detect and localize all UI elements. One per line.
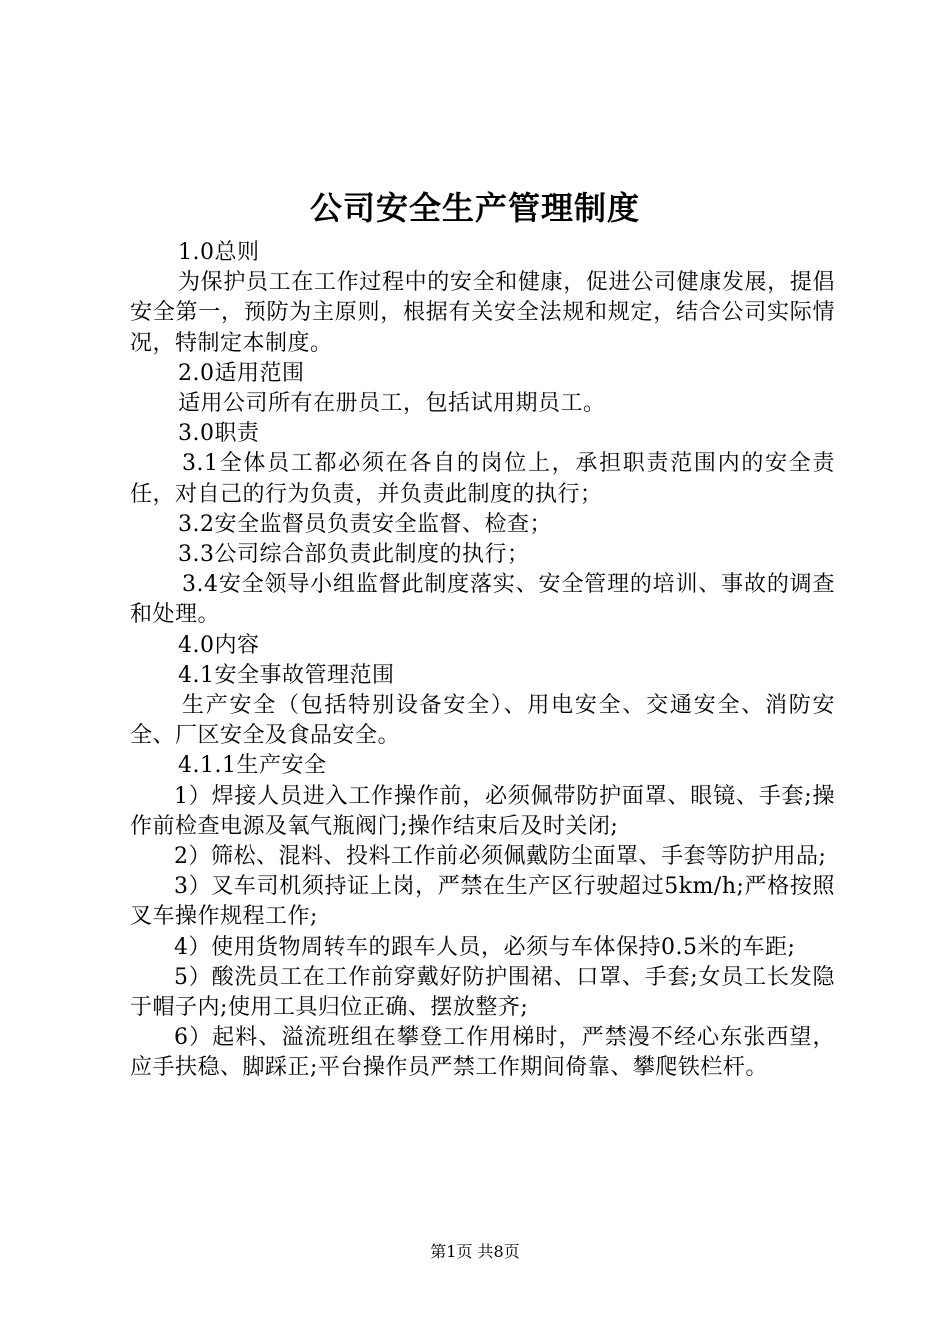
list-item-rule-1: 1）焊接人员进入工作操作前，必须佩带防护面罩、眼镜、手套;操作前检查电源及氧气瓶阀门;操作结束后及时关闭; bbox=[130, 783, 835, 839]
list-item-rule-4: 4）使用货物周转车的跟车人员，必须与车体保持0.5米的车距; bbox=[174, 934, 796, 960]
list-item-rule-5: 5）酸洗员工在工作前穿戴好防护围裙、口罩、手套;女员工长发隐于帽子内;使用工具归位正确、摆放整齐; bbox=[130, 964, 835, 1021]
section-heading-responsibilities: 3.0职责 bbox=[178, 421, 260, 447]
document-title: 公司安全生产管理制度 bbox=[309, 189, 640, 227]
paragraph-responsibility-3-4: 3.4安全领导小组监督此制度落实、安全管理的培训、事故的调查和处理。 bbox=[130, 572, 835, 628]
document-body bbox=[130, 238, 835, 1084]
subsection-heading-accident-scope: 4.1安全事故管理范围 bbox=[178, 662, 395, 688]
paragraph-responsibility-3-3: 3.3公司综合部负责此制度的执行； bbox=[178, 542, 530, 568]
list-item-rule-6: 6）起料、溢流班组在攀登工作用梯时，严禁漫不经心东张西望，应手扶稳、脚踩正;平台操作员严禁工作期间倚靠、攀爬铁栏杆。 bbox=[130, 1025, 835, 1081]
list-item-rule-3: 3）叉车司机须持证上岗，严禁在生产区行驶超过5km/h;严格按照叉车操作规程工作; bbox=[130, 874, 835, 930]
paragraph-scope: 适用公司所有在册员工，包括试用期员工。 bbox=[178, 391, 606, 417]
section-heading-general: 1.0总则 bbox=[178, 240, 260, 265]
paragraph-accident-scope: 生产安全（包括特别设备安全）、用电安全、交通安全、消防安全、厂区安全及食品安全。 bbox=[130, 693, 835, 749]
paragraph-responsibility-3-1: 3.1全体员工都必须在各自的岗位上，承担职责范围内的安全责任，对自己的行为负责，并负责此制度的执行； bbox=[130, 451, 835, 507]
page-footer: 第1页 共8页 bbox=[430, 1242, 520, 1261]
list-item-rule-2: 2）筛松、混料、投料工作前必须佩戴防尘面罩、手套等防护用品; bbox=[174, 844, 827, 870]
section-heading-content: 4.0内容 bbox=[178, 632, 260, 658]
subsection-heading-production-safety: 4.1.1生产安全 bbox=[178, 753, 327, 779]
paragraph-purpose: 为保护员工在工作过程中的安全和健康，促进公司健康发展，提倡安全第一，预防为主原则，根据有关安全法规和规定，结合公司实际情况，特制定本制度。 bbox=[130, 270, 835, 356]
paragraph-responsibility-3-2: 3.2安全监督员负责安全监督、检查； bbox=[178, 511, 552, 537]
section-heading-scope: 2.0适用范围 bbox=[178, 360, 305, 386]
